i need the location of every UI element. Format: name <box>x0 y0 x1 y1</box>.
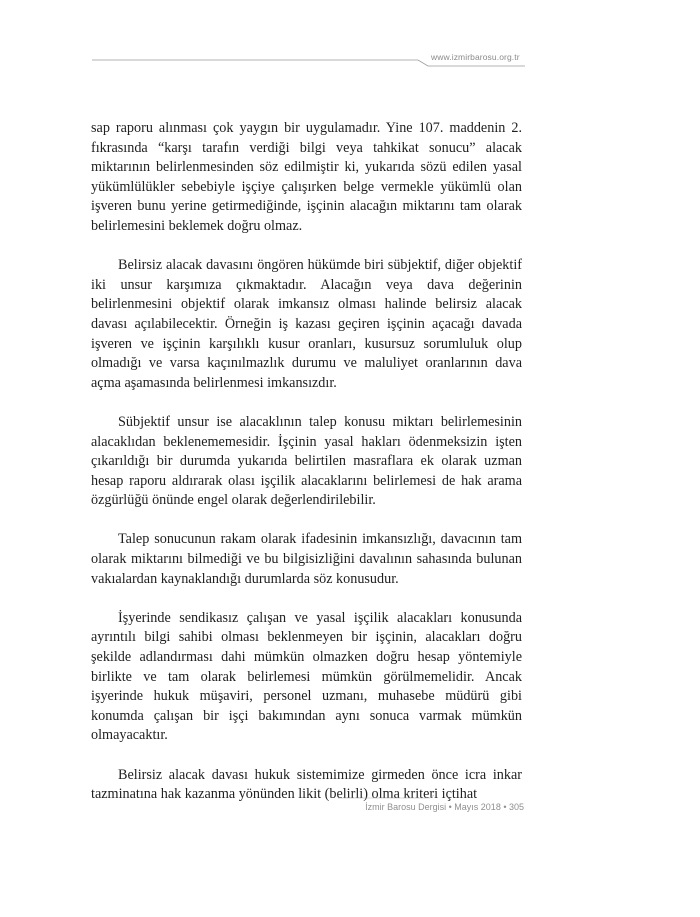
paragraph-5: İşyerinde sendikasız çalışan ve yasal işçilik alacakları konusunda ayrıntılı bilgi sahibi olması beklenmeyen bir işçinin, alacakları doğru şekilde adlandırması dahi mümkün olmazken doğru hesap yöntemiyle birlikte ve tam olarak belirlemesi mümkün görülmemelidir. Ancak işyerinde hukuk müşaviri, personel uzmanı, muhasebe müdürü gibi konumda çalışan bir işçi bakımından aynı sonuca varmak mümkün olmayacaktır. <box>91 609 522 744</box>
header-rule <box>0 0 700 80</box>
paragraph-3: Sübjektif unsur ise alacaklının talep konusu miktarı belirlemesinin alacaklıdan beklenememesidir. İşçinin yasal hakları ödenmeksizin işten çıkarıldığı bir durumda yukarıda belirtilen masraflara ek olarak uzman hesap raporu aldırarak olası işçilik alacaklarını belirlemesi de hak arama özgürlüğü önünde engel olarak değerlendirilebilir. <box>91 413 522 509</box>
paragraph-1: sap raporu alınması çok yaygın bir uygulamadır. Yine 107. maddenin 2. fıkrasında “karşı tarafın verdiği bilgi veya tahkikat sonucu” alacak miktarının belirlenmesinden söz edilmiştir ki, yukarıda sözü edilen yasal yükümlülükler sebebiyle işçiye çalışırken belge vermekle yükümlü olan işveren bunu yerine getirmediğinde, işçinin alacağın miktarını tam olarak belirlemesini beklemek doğru olmaz. <box>91 120 522 234</box>
paragraph-2: Belirsiz alacak davasını öngören hükümde biri sübjektif, diğer objektif iki unsur karşımıza çıkmaktadır. Alacağın veya dava değerinin belirlenmesini objektif olarak imkansız olması halinde belirsiz alacak davası açılabilecektir. Örneğin iş kazası geçiren işçinin açacağı davada işveren ve işçinin karşılıklı kusur oranları, kusursuz sorumluluk olup olmadığı ve varsa kaçınılmazlık durumu ve maluliyet oranlarının dava açma aşamasında belirlenmesi imkansızdır. <box>91 257 522 391</box>
footer-journal-info: İzmir Barosu Dergisi • Mayıs 2018 • 305 <box>365 802 524 812</box>
article-body <box>91 119 522 805</box>
header-site-url: www.izmirbarosu.org.tr <box>431 52 520 62</box>
page-header <box>0 0 700 80</box>
paragraph-4: Talep sonucunun rakam olarak ifadesinin imkansızlığı, davacının tam olarak miktarını bilmediği ve bu bilgisizliğini davalının sahasında bulunan vakıalardan kaynaklandığı durumlarda söz konusudur. <box>91 531 522 587</box>
paragraph-6: Belirsiz alacak davası hukuk sistemimize girmeden önce icra inkar tazminatına hak kazanma yönünden likit (belirli) olma kriteri içtihat <box>91 766 522 803</box>
